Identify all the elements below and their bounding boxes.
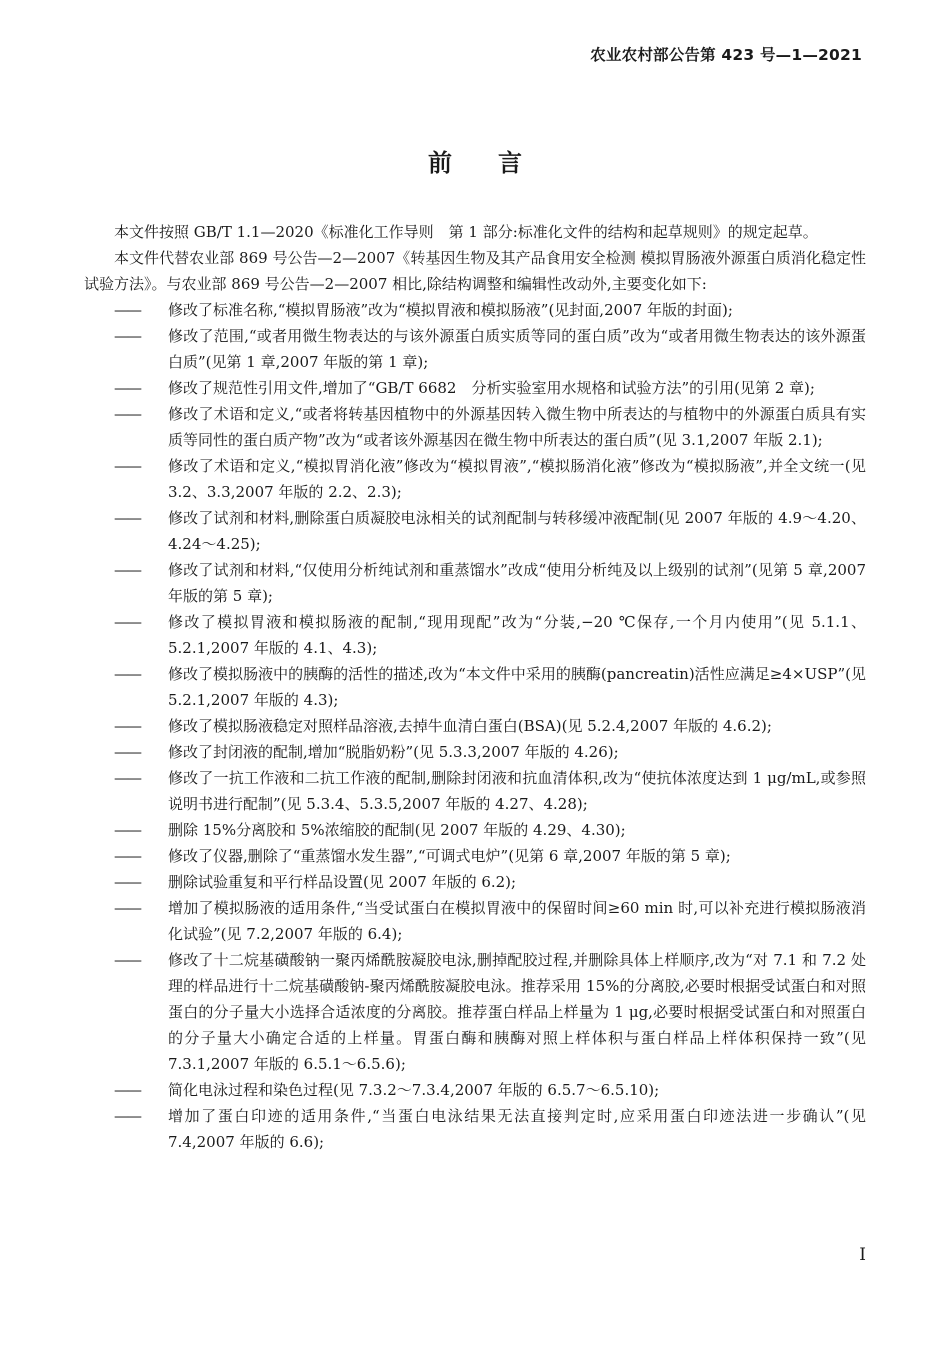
list-dash: ——: [114, 873, 140, 891]
change-item: [84, 765, 866, 817]
change-text: 修改了十二烷基磺酸钠一聚丙烯酰胺凝胶电泳,删掉配胶过程,并删除具体上样顺序,改为“对 7.1 和 7.2 处理的样品进行十二烷基磺酸钠-聚丙烯酰胺凝胶电泳。推荐采用 15%的分离胶,必要时根据受试蛋白和对照蛋白的分子量大小选择合适浓度的分离胶。推荐蛋白样品上样量为 1 μg,必要时根据受试蛋白和对照蛋白的分子量大小确定合适的上样量。胃蛋白酶和胰酶对照上样体积与蛋白样品上样体积保持一致”(见 7.3.1,2007 年版的 6.5.1～6.5.6);: [168, 951, 866, 1073]
list-dash: ——: [114, 379, 140, 397]
change-text: 删除 15%分离胶和 5%浓缩胶的配制(见 2007 年版的 4.29、4.30);: [168, 821, 626, 839]
change-item: [84, 843, 866, 869]
change-item: [84, 453, 866, 505]
page-number: I: [859, 1245, 866, 1265]
list-dash: ——: [114, 769, 140, 787]
change-text: 删除试验重复和平行样品设置(见 2007 年版的 6.2);: [168, 873, 517, 891]
foreword-body: [84, 219, 866, 1155]
page-title: 前言: [428, 149, 568, 177]
change-item: [84, 661, 866, 713]
change-item: [84, 297, 866, 323]
change-text: 修改了规范性引用文件,增加了“GB/T 6682 分析实验室用水规格和试验方法”的引用(见第 2 章);: [168, 379, 815, 397]
change-item: [84, 895, 866, 947]
change-text: 修改了模拟肠液稳定对照样品溶液,去掉牛血清白蛋白(BSA)(见 5.2.4,2007 年版的 4.6.2);: [168, 717, 772, 735]
change-item: [84, 505, 866, 557]
list-dash: ——: [114, 327, 140, 345]
list-dash: ——: [114, 743, 140, 761]
change-text: 修改了模拟肠液中的胰酶的活性的描述,改为“本文件中采用的胰酶(pancreatin)活性应满足≥4×USP”(见 5.2.1,2007 年版的 4.3);: [168, 665, 866, 709]
paragraph-replacement-note: 本文件代替农业部 869 号公告—2—2007《转基因生物及其产品食用安全检测 模拟胃肠液外源蛋白质消化稳定性试验方法》。与农业部 869 号公告—2—2007 相比,除结构调整和编辑性改动外,主要变化如下:: [84, 249, 866, 293]
changes-list: [84, 297, 866, 1155]
change-text: 修改了一抗工作液和二抗工作液的配制,删除封闭液和抗血清体积,改为“使抗体浓度达到 1 μg/mL,或参照说明书进行配制”(见 5.3.4、5.3.5,2007 年版的 4.27、4.28);: [168, 769, 866, 813]
list-dash: ——: [114, 613, 140, 631]
change-text: 修改了模拟胃液和模拟肠液的配制,“现用现配”改为“分装,−20 ℃保存,一个月内使用”(见 5.1.1、5.2.1,2007 年版的 4.1、4.3);: [168, 613, 866, 657]
list-dash: ——: [114, 405, 140, 423]
change-item: [84, 869, 866, 895]
list-dash: ——: [114, 509, 140, 527]
change-item: [84, 557, 866, 609]
list-dash: ——: [114, 665, 140, 683]
list-dash: ——: [114, 561, 140, 579]
change-item: [84, 1103, 866, 1155]
list-dash: ——: [114, 899, 140, 917]
change-text: 修改了范围,“或者用微生物表达的与该外源蛋白质实质等同的蛋白质”改为“或者用微生物表达的该外源蛋白质”(见第 1 章,2007 年版的第 1 章);: [168, 327, 866, 371]
change-item: [84, 323, 866, 375]
change-item: [84, 1077, 866, 1103]
document-code: 农业农村部公告第 423 号—1—2021: [590, 46, 862, 64]
change-text: 修改了标准名称,“模拟胃肠液”改为“模拟胃液和模拟肠液”(见封面,2007 年版的封面);: [168, 301, 733, 319]
list-dash: ——: [114, 1081, 140, 1099]
list-dash: ——: [114, 1107, 140, 1125]
change-text: 简化电泳过程和染色过程(见 7.3.2～7.3.4,2007 年版的 6.5.7～6.5.10);: [168, 1081, 660, 1099]
change-text: 修改了术语和定义,“模拟胃消化液”修改为“模拟胃液”,“模拟肠消化液”修改为“模拟肠液”,并全文统一(见 3.2、3.3,2007 年版的 2.2、2.3);: [168, 457, 866, 501]
change-text: 增加了模拟肠液的适用条件,“当受试蛋白在模拟胃液中的保留时间≥60 min 时,可以补充进行模拟肠液消化试验”(见 7.2,2007 年版的 6.4);: [168, 899, 866, 943]
list-dash: ——: [114, 951, 140, 969]
change-text: 修改了试剂和材料,删除蛋白质凝胶电泳相关的试剂配制与转移缓冲液配制(见 2007 年版的 4.9～4.20、4.24～4.25);: [168, 509, 866, 553]
list-dash: ——: [114, 717, 140, 735]
change-text: 修改了术语和定义,“或者将转基因植物中的外源基因转入微生物中所表达的与植物中的外源蛋白质具有实质等同性的蛋白质产物”改为“或者该外源基因在微生物中所表达的蛋白质”(见 3.1,2007 年版 2.1);: [168, 405, 866, 449]
change-item: [84, 739, 866, 765]
change-text: 修改了试剂和材料,“仅使用分析纯试剂和重蒸馏水”改成“使用分析纯及以上级别的试剂”(见第 5 章,2007 年版的第 5 章);: [168, 561, 866, 605]
change-item: [84, 947, 866, 1077]
list-dash: ——: [114, 821, 140, 839]
change-text: 修改了封闭液的配制,增加“脱脂奶粉”(见 5.3.3,2007 年版的 4.26);: [168, 743, 619, 761]
change-item: [84, 609, 866, 661]
list-dash: ——: [114, 847, 140, 865]
list-dash: ——: [114, 301, 140, 319]
change-item: [84, 375, 866, 401]
change-text: 修改了仪器,删除了“重蒸馏水发生器”,“可调式电炉”(见第 6 章,2007 年版的第 5 章);: [168, 847, 731, 865]
paragraph-drafting-rules: 本文件按照 GB/T 1.1—2020《标准化工作导则 第 1 部分:标准化文件的结构和起草规则》的规定起草。: [114, 223, 818, 241]
change-item: [84, 713, 866, 739]
list-dash: ——: [114, 457, 140, 475]
change-item: [84, 401, 866, 453]
change-text: 增加了蛋白印迹的适用条件,“当蛋白电泳结果无法直接判定时,应采用蛋白印迹法进一步确认”(见 7.4,2007 年版的 6.6);: [168, 1107, 866, 1151]
change-item: [84, 817, 866, 843]
